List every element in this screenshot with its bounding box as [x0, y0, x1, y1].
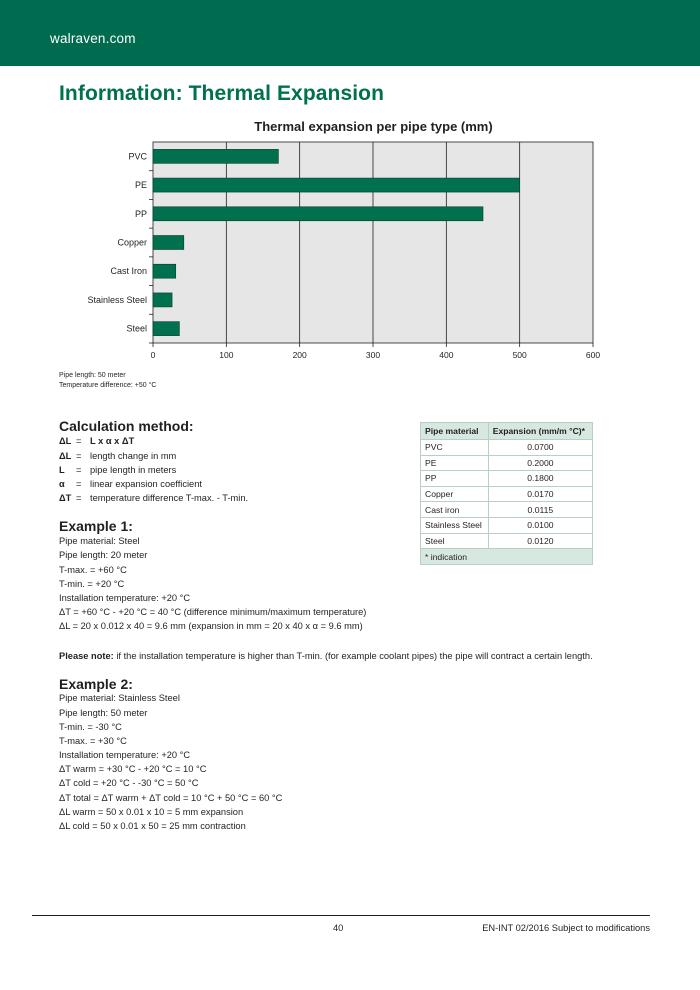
column-header-expansion: Expansion (mm/m °C)*: [488, 423, 592, 440]
example2-line: T-min. = -30 °C: [59, 722, 122, 732]
coefficient-cell: 0.0170: [488, 486, 592, 502]
category-label: PP: [134, 208, 147, 219]
table-row: [421, 517, 593, 533]
table-footnote-row: [421, 549, 593, 565]
x-tick-label: 300: [365, 350, 381, 360]
def-text: temperature difference T-max. - T-min.: [90, 493, 249, 503]
example2-line: ΔL warm = 50 x 0.01 x 10 = 5 mm expansion: [59, 807, 244, 817]
x-tick-label: 400: [439, 350, 454, 360]
example1-line: Pipe material: Steel: [59, 536, 140, 546]
category-label: PVC: [128, 151, 147, 162]
site-url[interactable]: walraven.com: [50, 31, 136, 46]
coefficient-cell: 0.0700: [488, 440, 592, 456]
table-footnote: * indication: [421, 549, 593, 565]
table-row: [421, 471, 593, 487]
chart-title: Thermal expansion per pipe type (mm): [254, 119, 493, 134]
x-tick-label: 600: [585, 350, 601, 360]
def-text: pipe length in meters: [90, 465, 177, 475]
expansion-coefficient-table: [420, 422, 593, 565]
example2-line: ΔT warm = +30 °C - +20 °C = 10 °C: [59, 764, 207, 774]
def-equals: =: [76, 451, 82, 461]
example2-line: Pipe length: 50 meter: [59, 708, 148, 718]
x-tick-label: 0: [150, 350, 156, 360]
example2-line: ΔT total = ΔT warm + ΔT cold = 10 °C + 50 °C = 60 °C: [59, 793, 283, 803]
example1-line: ΔL = 20 x 0.012 x 40 = 9.6 mm (expansion in mm = 20 x 40 x α = 9.6 mm): [59, 621, 363, 631]
table-row: [421, 440, 593, 456]
formula-text: L x α x ΔT: [90, 436, 135, 446]
def-equals: =: [76, 479, 82, 489]
def-text: length change in mm: [90, 451, 177, 461]
table-row: [421, 486, 593, 502]
bar-steel: [153, 322, 179, 336]
category-label: Steel: [126, 323, 147, 334]
material-cell: PVC: [421, 440, 489, 456]
chart-note-pipe-length: Pipe length: 50 meter: [59, 372, 126, 379]
def-symbol: ΔT: [59, 493, 72, 503]
x-tick-label: 200: [292, 350, 307, 360]
formula-equals: =: [76, 436, 82, 446]
example1-line: T-max. = +60 °C: [59, 565, 127, 575]
page-title: Information: Thermal Expansion: [59, 82, 385, 105]
def-equals: =: [76, 493, 82, 503]
table-row: [421, 502, 593, 518]
coefficient-cell: 0.1800: [488, 471, 592, 487]
thermal-expansion-chart: [60, 140, 620, 376]
category-label: PE: [134, 180, 147, 191]
def-symbol: L: [59, 465, 65, 475]
calc-heading: Calculation method:: [59, 418, 194, 434]
example2-line: Installation temperature: +20 °C: [59, 750, 191, 760]
coefficient-cell: 0.2000: [488, 455, 592, 471]
page-number: 40: [333, 923, 344, 933]
example1-line: T-min. = +20 °C: [59, 579, 125, 589]
please-note-text: if the installation temperature is higher than T-min. (for example coolant pipes) the pipe will contract a certain length.: [113, 651, 593, 661]
bar-copper: [153, 236, 184, 250]
table-row: [421, 455, 593, 471]
material-cell: Copper: [421, 486, 489, 502]
example2-heading: Example 2:: [59, 676, 133, 692]
bar-pp: [153, 207, 483, 221]
def-symbol: ΔL: [59, 451, 72, 461]
bar-cast-iron: [153, 264, 176, 278]
footer-edition-note: EN-INT 02/2016 Subject to modifications: [482, 923, 650, 933]
x-tick-label: 100: [219, 350, 234, 360]
material-cell: Cast iron: [421, 502, 489, 518]
please-note-label: Please note:: [59, 651, 114, 661]
bar-pvc: [153, 149, 278, 163]
example2-line: ΔT cold = +20 °C - -30 °C = 50 °C: [59, 778, 199, 788]
formula-symbol: ΔL: [59, 436, 72, 446]
def-text: linear expansion coefficient: [90, 479, 202, 489]
table-header-row: [421, 423, 593, 440]
site-header: [0, 0, 700, 66]
coefficient-cell: 0.0120: [488, 533, 592, 549]
material-cell: Stainless Steel: [421, 517, 489, 533]
category-label: Cast Iron: [110, 266, 147, 277]
def-equals: =: [76, 465, 82, 475]
material-cell: PE: [421, 455, 489, 471]
column-header-material: Pipe material: [421, 423, 489, 440]
x-tick-label: 500: [512, 350, 527, 360]
example1-line: ΔT = +60 °C - +20 °C = 40 °C (difference minimum/maximum temperature): [59, 607, 367, 617]
category-label: Copper: [117, 237, 147, 248]
example1-heading: Example 1:: [59, 518, 133, 534]
chart-note-temperature: Temperature difference: +50 °C: [59, 382, 157, 389]
coefficient-cell: 0.0115: [488, 502, 592, 518]
bar-stainless-steel: [153, 293, 172, 307]
please-note: [59, 651, 593, 661]
example2-line: Pipe material: Stainless Steel: [59, 693, 180, 703]
category-label: Stainless Steel: [87, 294, 147, 305]
coefficient-cell: 0.0100: [488, 517, 592, 533]
bar-pe: [153, 178, 520, 192]
example1-line: Pipe length: 20 meter: [59, 550, 148, 560]
footer-rule: [32, 915, 650, 916]
table-row: [421, 533, 593, 549]
material-cell: Steel: [421, 533, 489, 549]
def-symbol: α: [59, 479, 65, 489]
example2-line: T-max. = +30 °C: [59, 736, 127, 746]
example2-line: ΔL cold = 50 x 0.01 x 50 = 25 mm contraction: [59, 821, 246, 831]
example1-line: Installation temperature: +20 °C: [59, 593, 191, 603]
material-cell: PP: [421, 471, 489, 487]
